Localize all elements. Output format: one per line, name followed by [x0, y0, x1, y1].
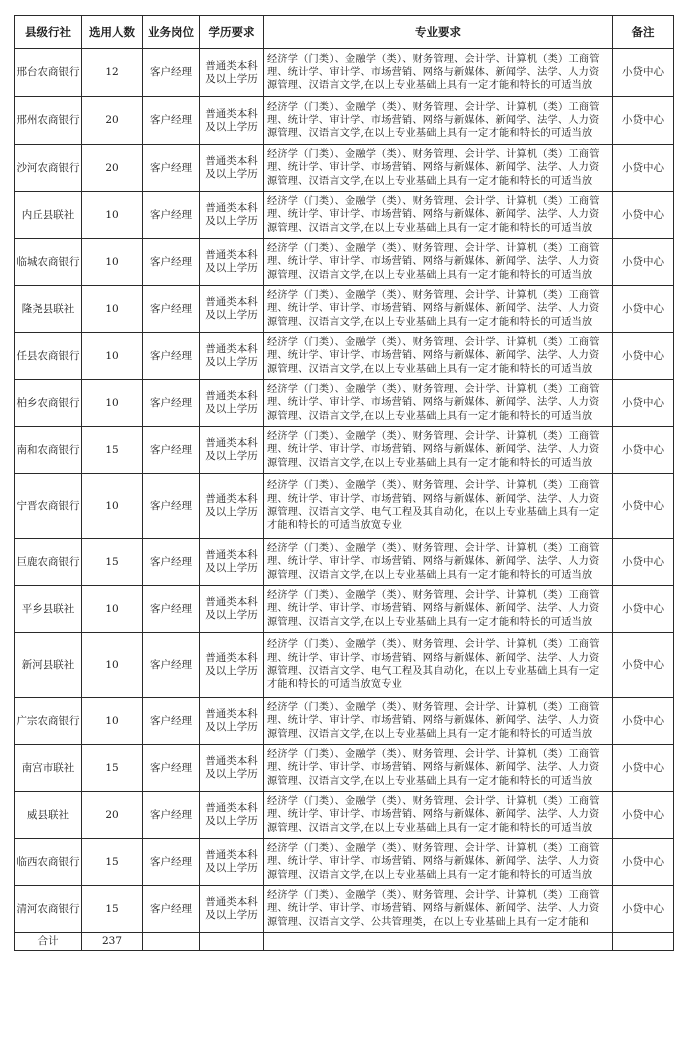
major-cell: 经济学（门类）、金融学（类）、财务管理、会计学、计算机（类）工商管理、统计学、审计学、市场营销、网络与新媒体、新闻学、法学、人力资源管理、汉语言文学,在以上专业基础上具有一定才能和特长的可适当放: [264, 539, 613, 586]
education-cell: 普通类本科及以上学历: [200, 49, 264, 97]
major-cell: 经济学（门类）、金融学（类）、财务管理、会计学、计算机（类）工商管理、统计学、审计学、市场营销、网络与新媒体、新闻学、法学、人力资源管理、汉语言文学,在以上专业基础上具有一定才能和特长的可适当放: [264, 145, 613, 192]
count-cell: 10: [82, 239, 143, 286]
position-cell: 客户经理: [143, 698, 200, 745]
org-cell: 威县联社: [15, 792, 82, 839]
table-row: [15, 792, 674, 839]
position-cell: 客户经理: [143, 539, 200, 586]
position-cell: 客户经理: [143, 586, 200, 633]
count-cell: 10: [82, 586, 143, 633]
position-cell: 客户经理: [143, 427, 200, 474]
education-cell: 普通类本科及以上学历: [200, 792, 264, 839]
education-cell: 普通类本科及以上学历: [200, 698, 264, 745]
org-cell: 隆尧县联社: [15, 286, 82, 333]
note-cell: 小贷中心: [613, 539, 674, 586]
major-cell: 经济学（门类）、金融学（类）、财务管理、会计学、计算机（类）工商管理、统计学、审计学、市场营销、网络与新媒体、新闻学、法学、人力资源管理、汉语言文学,在以上专业基础上具有一定才能和特长的可适当放: [264, 745, 613, 792]
note-cell: 小贷中心: [613, 333, 674, 380]
table-row: [15, 633, 674, 698]
count-cell: 10: [82, 333, 143, 380]
education-cell: 普通类本科及以上学历: [200, 380, 264, 427]
org-cell: 广宗农商银行: [15, 698, 82, 745]
table-row: [15, 239, 674, 286]
table-header-row: [15, 16, 674, 49]
org-cell: 清河农商银行: [15, 886, 82, 933]
major-cell: 经济学（门类）、金融学（类）、财务管理、会计学、计算机（类）工商管理、统计学、审计学、市场营销、网络与新媒体、新闻学、法学、人力资源管理、汉语言文学,在以上专业基础上具有一定才能和特长的可适当放: [264, 792, 613, 839]
education-cell: 普通类本科及以上学历: [200, 145, 264, 192]
education-cell: 普通类本科及以上学历: [200, 839, 264, 886]
table-row: [15, 333, 674, 380]
total-row: [15, 933, 674, 951]
table-row: [15, 886, 674, 933]
major-cell: 经济学（门类）、金融学（类）、财务管理、会计学、计算机（类）工商管理、统计学、审计学、市场营销、网络与新媒体、新闻学、法学、人力资源管理、汉语言文学、电气工程及其自动化，在以上专业基础上具有一定才能和特长的可适当放宽专业: [264, 633, 613, 698]
count-cell: 15: [82, 886, 143, 933]
note-cell: 小贷中心: [613, 49, 674, 97]
position-cell: 客户经理: [143, 192, 200, 239]
org-cell: 沙河农商银行: [15, 145, 82, 192]
table-row: [15, 474, 674, 539]
org-cell: 南宫市联社: [15, 745, 82, 792]
empty-cell: [613, 933, 674, 951]
education-cell: 普通类本科及以上学历: [200, 97, 264, 145]
count-cell: 10: [82, 474, 143, 539]
major-cell: 经济学（门类）、金融学（类）、财务管理、会计学、计算机（类）工商管理、统计学、审计学、市场营销、网络与新媒体、新闻学、法学、人力资源管理、汉语言文学,在以上专业基础上具有一定才能和特长的可适当放: [264, 333, 613, 380]
note-cell: 小贷中心: [613, 698, 674, 745]
education-cell: 普通类本科及以上学历: [200, 427, 264, 474]
count-cell: 20: [82, 97, 143, 145]
count-cell: 20: [82, 145, 143, 192]
org-cell: 新河县联社: [15, 633, 82, 698]
count-cell: 15: [82, 839, 143, 886]
empty-cell: [200, 933, 264, 951]
education-cell: 普通类本科及以上学历: [200, 633, 264, 698]
note-cell: 小贷中心: [613, 839, 674, 886]
org-cell: 南和农商银行: [15, 427, 82, 474]
table-row: [15, 427, 674, 474]
table-row: [15, 97, 674, 145]
major-cell: 经济学（门类）、金融学（类）、财务管理、会计学、计算机（类）工商管理、统计学、审计学、市场营销、网络与新媒体、新闻学、法学、人力资源管理、汉语言文学,在以上专业基础上具有一定才能和特长的可适当放: [264, 427, 613, 474]
position-cell: 客户经理: [143, 474, 200, 539]
empty-cell: [264, 933, 613, 951]
count-cell: 15: [82, 427, 143, 474]
table-row: [15, 286, 674, 333]
org-cell: 柏乡农商银行: [15, 380, 82, 427]
org-cell: 内丘县联社: [15, 192, 82, 239]
position-cell: 客户经理: [143, 97, 200, 145]
education-cell: 普通类本科及以上学历: [200, 239, 264, 286]
position-cell: 客户经理: [143, 380, 200, 427]
recruitment-table: [14, 15, 674, 951]
count-cell: 15: [82, 745, 143, 792]
total-label: 合计: [15, 933, 82, 951]
major-cell: 经济学（门类）、金融学（类）、财务管理、会计学、计算机（类）工商管理、统计学、审计学、市场营销、网络与新媒体、新闻学、法学、人力资源管理、汉语言文学,在以上专业基础上具有一定才能和特长的可适当放: [264, 586, 613, 633]
table-row: [15, 839, 674, 886]
education-cell: 普通类本科及以上学历: [200, 333, 264, 380]
table-row: [15, 745, 674, 792]
count-cell: 10: [82, 380, 143, 427]
note-cell: 小贷中心: [613, 886, 674, 933]
org-cell: 平乡县联社: [15, 586, 82, 633]
note-cell: 小贷中心: [613, 474, 674, 539]
org-cell: 临城农商银行: [15, 239, 82, 286]
note-cell: 小贷中心: [613, 192, 674, 239]
note-cell: 小贷中心: [613, 380, 674, 427]
header-major: 专业要求: [264, 16, 613, 49]
note-cell: 小贷中心: [613, 745, 674, 792]
major-cell: 经济学（门类）、金融学（类）、财务管理、会计学、计算机（类）工商管理、统计学、审计学、市场营销、网络与新媒体、新闻学、法学、人力资源管理、汉语言文学,在以上专业基础上具有一定才能和特长的可适当放: [264, 49, 613, 97]
education-cell: 普通类本科及以上学历: [200, 192, 264, 239]
major-cell: 经济学（门类）、金融学（类）、财务管理、会计学、计算机（类）工商管理、统计学、审计学、市场营销、网络与新媒体、新闻学、法学、人力资源管理、汉语言文学,在以上专业基础上具有一定才能和特长的可适当放: [264, 239, 613, 286]
note-cell: 小贷中心: [613, 633, 674, 698]
note-cell: 小贷中心: [613, 586, 674, 633]
major-cell: 经济学（门类）、金融学（类）、财务管理、会计学、计算机（类）工商管理、统计学、审计学、市场营销、网络与新媒体、新闻学、法学、人力资源管理、汉语言文学,在以上专业基础上具有一定才能和特长的可适当放: [264, 192, 613, 239]
table-row: [15, 698, 674, 745]
note-cell: 小贷中心: [613, 427, 674, 474]
count-cell: 10: [82, 633, 143, 698]
table-row: [15, 145, 674, 192]
table-row: [15, 192, 674, 239]
table-body: [15, 49, 674, 951]
note-cell: 小贷中心: [613, 286, 674, 333]
header-education: 学历要求: [200, 16, 264, 49]
org-cell: 宁晋农商银行: [15, 474, 82, 539]
total-count: 237: [82, 933, 143, 951]
note-cell: 小贷中心: [613, 145, 674, 192]
note-cell: 小贷中心: [613, 97, 674, 145]
count-cell: 15: [82, 539, 143, 586]
major-cell: 经济学（门类）、金融学（类）、财务管理、会计学、计算机（类）工商管理、统计学、审计学、市场营销、网络与新媒体、新闻学、法学、人力资源管理、汉语言文学,在以上专业基础上具有一定才能和特长的可适当放: [264, 380, 613, 427]
note-cell: 小贷中心: [613, 792, 674, 839]
position-cell: 客户经理: [143, 633, 200, 698]
position-cell: 客户经理: [143, 286, 200, 333]
org-cell: 任县农商银行: [15, 333, 82, 380]
count-cell: 10: [82, 286, 143, 333]
header-org: 县级行社: [15, 16, 82, 49]
position-cell: 客户经理: [143, 745, 200, 792]
table-row: [15, 380, 674, 427]
table-row: [15, 49, 674, 97]
count-cell: 12: [82, 49, 143, 97]
major-cell: 经济学（门类）、金融学（类）、财务管理、会计学、计算机（类）工商管理、统计学、审计学、市场营销、网络与新媒体、新闻学、法学、人力资源管理、汉语言文学,在以上专业基础上具有一定才能和特长的可适当放: [264, 286, 613, 333]
major-cell: 经济学（门类）、金融学（类）、财务管理、会计学、计算机（类）工商管理、统计学、审计学、市场营销、网络与新媒体、新闻学、法学、人力资源管理、汉语言文学,在以上专业基础上具有一定才能和特长的可适当放: [264, 839, 613, 886]
position-cell: 客户经理: [143, 886, 200, 933]
position-cell: 客户经理: [143, 145, 200, 192]
position-cell: 客户经理: [143, 333, 200, 380]
education-cell: 普通类本科及以上学历: [200, 474, 264, 539]
note-cell: 小贷中心: [613, 239, 674, 286]
education-cell: 普通类本科及以上学历: [200, 745, 264, 792]
table-row: [15, 586, 674, 633]
education-cell: 普通类本科及以上学历: [200, 286, 264, 333]
education-cell: 普通类本科及以上学历: [200, 586, 264, 633]
position-cell: 客户经理: [143, 239, 200, 286]
table-row: [15, 539, 674, 586]
empty-cell: [143, 933, 200, 951]
org-cell: 邢州农商银行: [15, 97, 82, 145]
header-count: 选用人数: [82, 16, 143, 49]
major-cell: 经济学（门类）、金融学（类）、财务管理、会计学、计算机（类）工商管理、统计学、审计学、市场营销、网络与新媒体、新闻学、法学、人力资源管理、汉语言文学,在以上专业基础上具有一定才能和特长的可适当放: [264, 698, 613, 745]
education-cell: 普通类本科及以上学历: [200, 539, 264, 586]
education-cell: 普通类本科及以上学历: [200, 886, 264, 933]
org-cell: 巨鹿农商银行: [15, 539, 82, 586]
major-cell: 经济学（门类）、金融学（类）、财务管理、会计学、计算机（类）工商管理、统计学、审计学、市场营销、网络与新媒体、新闻学、法学、人力资源管理、汉语言文学,在以上专业基础上具有一定才能和特长的可适当放: [264, 97, 613, 145]
count-cell: 20: [82, 792, 143, 839]
position-cell: 客户经理: [143, 792, 200, 839]
major-cell: 经济学（门类）、金融学（类）、财务管理、会计学、计算机（类）工商管理、统计学、审计学、市场营销、网络与新媒体、新闻学、法学、人力资源管理、汉语言文学、电气工程及其自动化，在以上专业基础上具有一定才能和特长的可适当放宽专业: [264, 474, 613, 539]
header-position: 业务岗位: [143, 16, 200, 49]
major-cell: 经济学（门类）、金融学（类）、财务管理、会计学、计算机（类）工商管理、统计学、审计学、市场营销、网络与新媒体、新闻学、法学、人力资源管理、汉语言文学、公共管理类，在以上专业基础上具有一定才能和: [264, 886, 613, 933]
header-note: 备注: [613, 16, 674, 49]
org-cell: 邢台农商银行: [15, 49, 82, 97]
count-cell: 10: [82, 192, 143, 239]
org-cell: 临西农商银行: [15, 839, 82, 886]
position-cell: 客户经理: [143, 839, 200, 886]
position-cell: 客户经理: [143, 49, 200, 97]
count-cell: 10: [82, 698, 143, 745]
